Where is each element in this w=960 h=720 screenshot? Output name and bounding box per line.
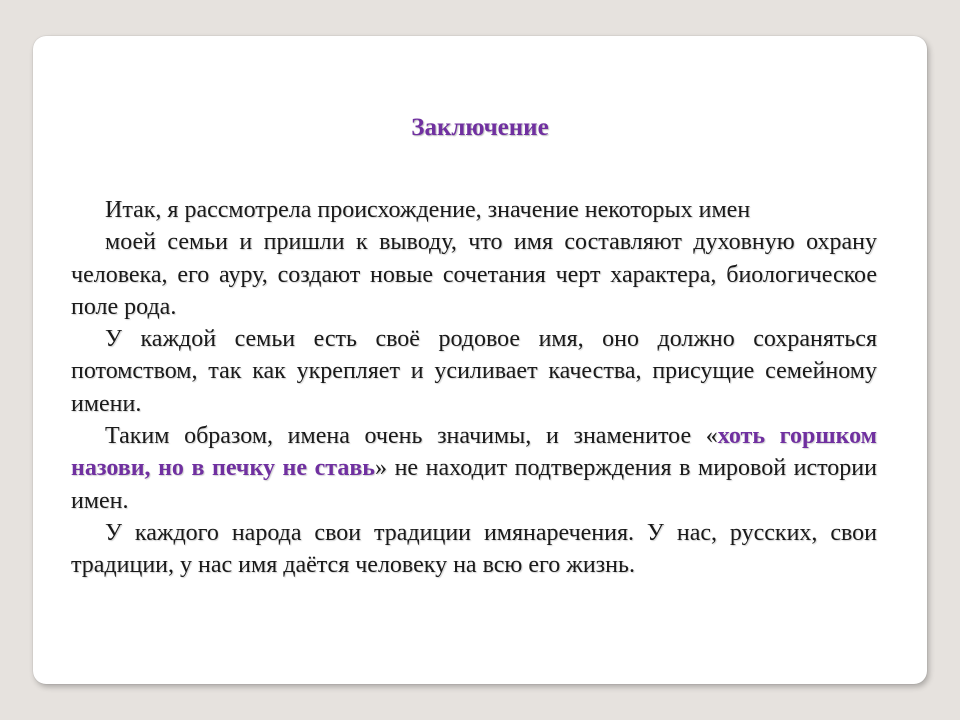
paragraph-3-before: Таким образом, имена очень значимы, и знаменитое «: [105, 423, 718, 450]
paragraph-3: [71, 420, 877, 517]
slide: [33, 36, 927, 684]
paragraph-1: моей семьи и пришли к выводу, что имя составляют духовную охрану человека, его ауру, создают новые сочетания черт характера, биологическое поле рода.: [71, 229, 877, 320]
paragraph-3-after: » не находит подтверждения в мировой истории имен.: [71, 455, 877, 514]
slide-title: Заключение: [411, 114, 549, 141]
proverb-quote: хоть горшком назови, но в печку не ставь: [71, 423, 877, 482]
slide-body: [71, 194, 877, 582]
paragraph-2: У каждой семьи есть своё родовое имя, оно должно сохраняться потомством, так как укрепляет и усиливает качества, присущие семейному имени.: [71, 326, 877, 417]
paragraph-4: У каждого народа свои традиции имянаречения. У нас, русских, свои традиции, у нас имя даётся человеку на всю его жизнь.: [71, 519, 877, 579]
paragraph-1-line-1: Итак, я рассмотрела происхождение, значение некоторых имен: [105, 197, 751, 223]
